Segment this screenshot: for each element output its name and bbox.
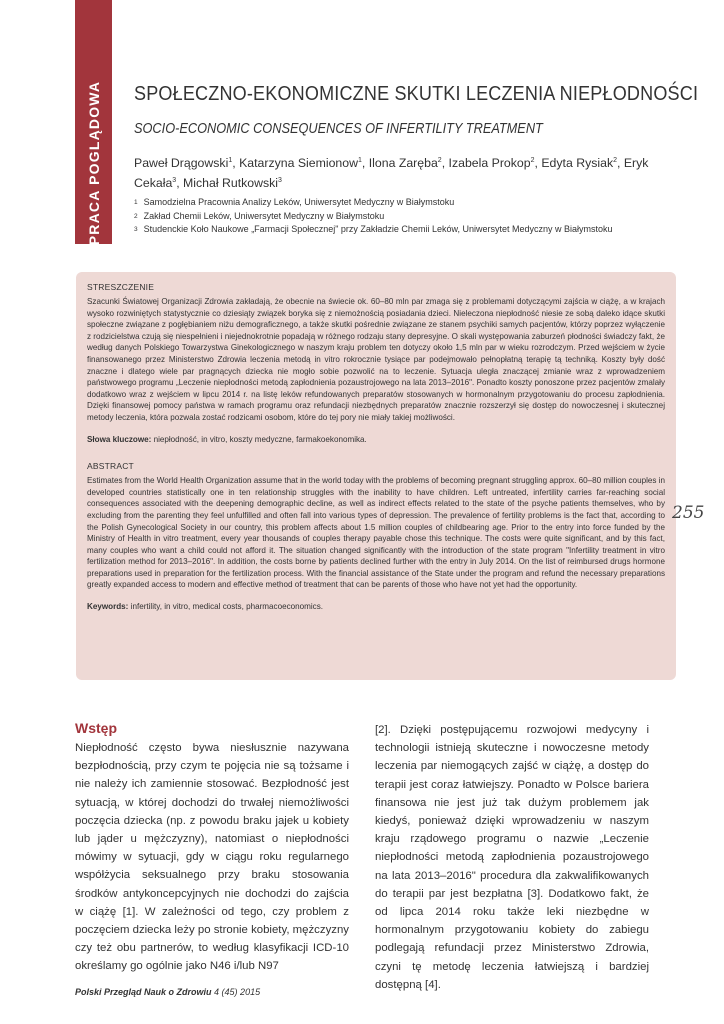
page-number: 255 [672,503,705,523]
affiliation [134,223,694,237]
author-affiliation-mark: 3 [278,177,282,185]
journal-name: Polski Przegląd Nauk o Zdrowiu [75,987,212,997]
author-name: Izabela Prokop [448,156,531,171]
section-title: Wstęp [75,720,117,736]
affiliation [134,210,694,224]
abstract-heading: ABSTRACT [87,461,134,472]
author-separator: , [534,156,542,171]
journal-issue: 4 (45) 2015 [214,987,261,997]
affiliation-text: Samodzielna Pracownia Analizy Leków, Uniwersytet Medyczny w Białymstoku [143,197,455,207]
author-separator: , [176,176,184,191]
author-affiliation-mark: 2 [437,157,442,164]
author-separator: , [441,156,449,171]
affiliation-number: 3 [134,226,138,233]
affiliation-number: 1 [134,199,138,206]
keywords-en [87,601,665,613]
article-title: SPOŁECZNO-EKONOMICZNE SKUTKI LECZENIA NIEPŁODNOŚCI [134,82,699,105]
keywords-pl [87,434,665,446]
body-column-left: Niepłodność często bywa niesłusznie nazywana bezpłodnością, przy czym te pojęcia nie są tożsame i nie należy ich zamiennie stosować. Bezpłodność jest sytuacją, w której dochodzi do trwałej niemożliwości poczęcia dziecka (np. z powodu braku jajek u kobiety lub jąder u mężczyzny), natomiast o niepłodności mówimy w sytuacji, gdy w ciągu roku regularnego współżycia seksualnego przy braku stosowania środków antykoncepcyjnych nie dochodzi do zajścia w ciążę [1]. W zależności od tego, czy problem z poczęciem dziecka leży po stronie kobiety, mężczyzny czy też obu partnerów, to według klasyfikacji ICD-10 określamy go ogólnie jako N46 i/lub N97 [75,742,349,973]
author-affiliation-mark: 2 [530,157,535,164]
body-column-right: [2]. Dzięki postępującemu rozwojowi medycyny i technologii istnieją skuteczne i nowoczesne metody leczenia par niemogących zajść w ciążę, a dostęp do terapii jest coraz łatwiejszy. Ponadto w Polsce bariera finansowa nie jest już tak dużym problemem jak kiedyś, ponieważ dzięki wprowadzeniu w naszym kraju rządowego programu o nazwie „Leczenie niepłodności metodą zapłodnienia pozaustrojowego na lata 2013–2016" procedura dla zakwalifikowanych do terapii par jest bezpłatna [3]. Dodatkowo fakt, że od lipca 2014 roku także leki niezbędne w hormonalnym przygotowaniu kobiety do zabiegu podlegają refundacji przez Ministerstwo Zdrowia, czyni tę metodę leczenia łatwiejszą i bardziej dostępną [4]. [375,724,649,991]
keywords-en-label: Keywords: [87,602,129,612]
abstract-box [76,272,676,680]
keywords-en-value: infertility, in vitro, medical costs, pharmacoeconomics. [130,602,324,612]
author-separator: , [361,156,369,171]
author-name: Paweł Drągowski [134,156,229,171]
streszczenie-heading: STRESZCZENIE [87,282,155,292]
article-type-label: PRACA POGLĄDOWA [85,80,102,246]
affiliation [134,196,694,210]
journal-footer [75,987,260,997]
article-type-tab [75,0,112,244]
streszczenie-text: Szacunki Światowej Organizacji Zdrowia zakładają, że obecnie na świecie ok. 60–80 mln par zmaga się z problemami dotyczącymi zajścia w ciążę, a w krajach wysoko rozwiniętych statystycznie co dziesiąty związek boryka się z niemożnością posiadania dzieci. Nieleczona niepłodność niesie ze sobą daleko idące skutki społeczne związane z pogłębianiem niżu demograficznego, a także skutki pośrednie związane ze stanem psychiki samych pacjentów, którzy poprzez wyłączenie z rodzicielstwa czują się niespełnieni i niejednokrotnie popadają w różnego rodzaju stany depresyjne. O skali występowania zaburzeń płodności świadczy fakt, że według danych Polskiego Towarzystwa Ginekologicznego w naszym kraju problem ten dotyczy około 1,5 mln par w wieku rozrodczym. Przed wejściem w życie finansowanego przez Ministerstwo Zdrowia leczenia metodą in vitro rokrocznie tysiące par podejmowało pełnopłatną terapię tą techniką. Koszty były dość znaczne i dlatego wiele par pragnących dziecka nie mogło sobie pozwolić na to leczenie. Sytuacja uległa znaczącej zmianie wraz z wprowadzeniem państwowego programu „Leczenie niepłodności metodą zapłodnienia pozaustrojowego na lata 2013–2016". Ponadto koszty ponoszone przez pacjentów zmalały dodatkowo wraz z wejściem w lipcu 2014 r. na listę leków refundowanych preparatów stosowanych w hormonalnym przygotowaniu do procesu zapłodnienia. Dzięki finansowej pomocy państwa w ramach programu oraz refundacji niezbędnych preparatów znacznie rozszerzył się dostęp do nowoczesnej i skutecznej metody leczenia, która pozwala zostać rodzicami osobom, które do tej pory nie miały takiej możliwości. [87,297,665,422]
author-separator: , [617,156,624,171]
author-affiliation-mark: 2 [613,157,618,164]
author-affiliation-mark: 3 [172,177,177,185]
keywords-pl-value: niepłodność, in vitro, koszty medyczne, farmakoekonomika. [153,434,367,444]
author-name: Ilona Zaręba [368,156,438,171]
author-list [134,152,694,192]
author-name: Eryk Cekała [134,156,649,191]
article-subtitle: SOCIO-ECONOMIC CONSEQUENCES OF INFERTILITY TREATMENT [134,121,543,137]
author-affiliation-mark: 1 [358,157,362,164]
affiliation-text: Studenckie Koło Naukowe „Farmacji Społecznej" przy Zakładzie Chemii Leków, Uniwersytet Medyczny w Białymstoku [143,224,613,234]
affiliation-text: Zakład Chemii Leków, Uniwersytet Medyczny w Białymstoku [143,210,385,221]
author-affiliation-mark: 1 [228,157,233,164]
author-name: Michał Rutkowski [183,176,279,191]
author-name: Katarzyna Siemionow [239,156,358,171]
abstract-text: Estimates from the World Health Organization assume that in the world today with the problems of becoming pregnant struggling approx. 60–80 million couples in developed countries statistically one in ten relationship struggles with the inability to have children. Left untreated, infertility carries far-reaching social consequences associated with the deepening demographic decline, as well as indirect effects related to the state of the psyche patients themselves, who by excluding from the parenting they feel unfulfilled and often fall into various types of depression. The prevalence of fertility problems is the fact that, according to the Polish Gynecological Society in our country, this problem affects about 1.5 million couples of childbearing age. Prior to the entry into force funded by the Ministry of Health in vitro treatment, every year thousands of couples therapy payable chose this technique. The costs were quite significant, and by this fact, many couples who want a child could not afford it. The situation changed significantly with the introduction of the state program "Infertility treatment in vitro fertilization method for 2013–2016". In addition, the costs borne by patients declined further with the entry in July 2014. On the list of reimbursed drugs hormone preparations used in preparation for the fertilization process. With the financial assistance of the State under the program and refund the necessary preparations greatly expanded access to modern and effective method of treatment that can be parents of those who have not yet had the opportunity. [87,476,665,590]
keywords-pl-label: Słowa kluczowe: [87,434,152,444]
author-separator: , [232,156,240,171]
author-name: Edyta Rysiak [541,156,614,171]
affiliation-number: 2 [134,212,138,220]
affiliation-list [134,196,694,237]
